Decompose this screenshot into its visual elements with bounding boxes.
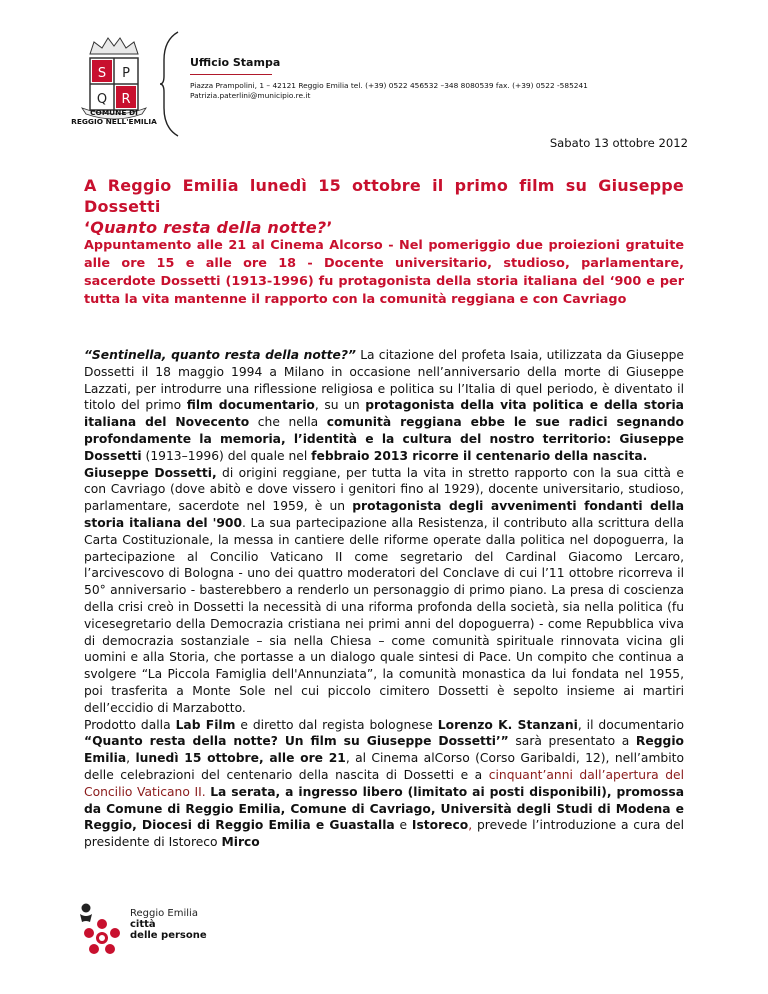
headline-quote-open: ‘: [84, 218, 91, 237]
bold-run: comunità reggiana ebbe le sue radici segnando profondamente la memoria, l’identità e la cultura del nostro territorio: Giuseppe Dossetti: [84, 415, 684, 463]
bold-run: protagonista degli avvenimenti fondanti della storia italiana del '900: [84, 499, 684, 530]
text-run: Prodotto dalla: [84, 717, 176, 732]
logo-caption-line2: REGGIO NELL'EMILIA: [71, 117, 157, 126]
text-run: La citazione del profeta Isaia, utilizzata da Giuseppe Dossetti il 18 maggio 1994 a Milano in occasione nell’anniversario della morte di Giuseppe Lazzati, per introdurre una riflessione religiosa e politica su l’Italia di quel periodo, è diventato il titolo del primo: [84, 348, 684, 413]
header-brace-divider: [158, 30, 186, 138]
headline-film-title: Quanto resta della notte?: [90, 218, 327, 237]
footer-brand: [130, 908, 207, 941]
press-office-block: [190, 56, 710, 101]
office-address: Piazza Prampolini, 1 – 42121 Reggio Emilia tel. (+39) 0522 456532 –348 8080539 fax. (+39) 0522 -585241: [190, 81, 588, 90]
office-email[interactable]: Patrizia.paterlini@municipio.re.it: [190, 91, 311, 100]
logo-letter-p: P: [122, 66, 130, 81]
text-run: . La sua partecipazione alla Resistenza, il contributo alla scrittura della Carta Costituzionale, la messa in cantiere delle riforme operate dalla politica nel dopoguerra, la partecipazione al Concilio Vaticano II come segretario del Cardinal Giacomo Lercaro, l’arcivescovo di Bologna - uno dei quattro moderatori del Conclave di cui l’11 ottobre ricorreva il 50° anniversario - basterebbero a renderlo un personaggio di primo piano. La presa di coscienza della crisi creò in Dossetti la necessità di una riforma profonda della società, sia nella politica (fu vicesegretario della Democrazia cristiana nei primi anni del dopoguerra) - come Repubblica viva di democrazia sostanziale – sia nella Chiesa – come comunità spirituale rinnovata vicina gli uomini e alla Storia, che portasse a un dialogo quale sintesi di Pace. Un compito che continua a svolgere “La Piccola Famiglia dell'Annunziata”, la comunità monastica da lui fondata nel 1955, poi trasferita a Monte Sole nel cui piccolo cimitero Dossetti è sepolto insieme ai martiri dell’eccidio di Marzabotto.: [84, 515, 685, 715]
footer-line-2: città: [130, 919, 156, 930]
paragraph-3: [84, 717, 684, 851]
text-run: ,: [126, 751, 136, 766]
text-run: di origini reggiane, per tutta la vita in stretto rapporto con la sua città e con Cavriago (dove abitò e dove vissero i genitori fino al 1929), docente universitario, studioso, parlamentare, sacerdote nel 1959, è un: [84, 465, 684, 514]
bold-run: lunedì 15 ottobre, alle ore 21: [135, 751, 346, 766]
logo-letter-s: S: [97, 66, 107, 81]
headline: [84, 175, 684, 238]
text-run: e diretto dal regista bolognese: [235, 717, 438, 732]
office-title-rule: [190, 74, 272, 75]
bold-run: La serata, a ingresso libero (limitato ai posti disponibili), promossa da Comune di Reggio Emilia, Comune di Cavriago, Università degli Studi di Modena e Reggio, Diocesi di Reggio Emilia e Guastalla: [84, 784, 684, 833]
bold-run: Mirco: [221, 835, 260, 850]
bold-run: Istoreco: [411, 818, 469, 833]
highlighted-run: cinquant’anni dall’apertura del Concilio Vaticano II.: [84, 767, 684, 799]
paragraph-2: [84, 465, 684, 717]
text-run: sarà presentato a: [508, 734, 636, 749]
highlighted-run: ,: [468, 818, 473, 833]
text-run: (1913–1996) del quale nel: [141, 448, 312, 463]
bold-run: “Quanto resta della notte? Un film su Giuseppe Dossetti’”: [84, 734, 509, 749]
bold-run: Reggio Emilia: [84, 734, 684, 766]
footer-line-3: delle persone: [130, 930, 207, 941]
article-body: [84, 347, 684, 851]
headline-main: A Reggio Emilia lunedì 15 ottobre il primo film su Giuseppe Dossetti: [84, 176, 684, 216]
logo-caption-line1: COMUNE DI: [90, 108, 138, 117]
paragraph-1: [84, 347, 684, 465]
isaiah-quote: “Sentinella, quanto resta della notte?”: [84, 348, 356, 362]
bold-run: film documentario: [186, 398, 315, 413]
bold-run: febbraio 2013 ricorre il centenario della nascita.: [311, 448, 648, 463]
text-run: , su un: [314, 398, 366, 413]
text-run: , al Cinema alCorso (Corso Garibaldi, 12), nell’ambito delle celebrazioni del centenario della nascita di Dossetti e a: [84, 751, 684, 782]
bold-run: Lab Film: [175, 717, 236, 732]
headline-quote-close: ’: [326, 218, 333, 237]
footer-line-1: Reggio Emilia: [130, 908, 198, 919]
bold-run: Lorenzo K. Stanzani: [437, 717, 578, 732]
text-run: e: [394, 818, 412, 833]
press-release-date: Sabato 13 ottobre 2012: [549, 136, 688, 150]
subtitle: Appuntamento alle 21 al Cinema Alcorso - Nel pomeriggio due proiezioni gratuite alle ore 15 e alle ore 18 - Docente universitario, studioso, parlamentare, sacerdote Dossetti (1913-1996) fu protagonista della storia italiana del ‘900 e per tutta la vita mantenne il rapporto con la comunità reggiana e con Cavriago: [84, 238, 684, 307]
text-run: , il documentario: [577, 717, 684, 732]
logo-caption: [60, 108, 168, 126]
bold-run: protagonista della vita politica e della storia italiana del Novecento: [84, 398, 684, 430]
office-title: Ufficio Stampa: [190, 56, 281, 69]
citta-delle-persone-logo-icon: [72, 898, 134, 960]
text-run: prevede l’introduzione a cura del presidente di Istoreco: [84, 818, 685, 850]
bold-run: Giuseppe Dossetti,: [84, 465, 217, 480]
logo-letter-q: Q: [96, 92, 108, 107]
text-run: che nella: [249, 415, 327, 430]
logo-letter-r: R: [121, 92, 131, 107]
